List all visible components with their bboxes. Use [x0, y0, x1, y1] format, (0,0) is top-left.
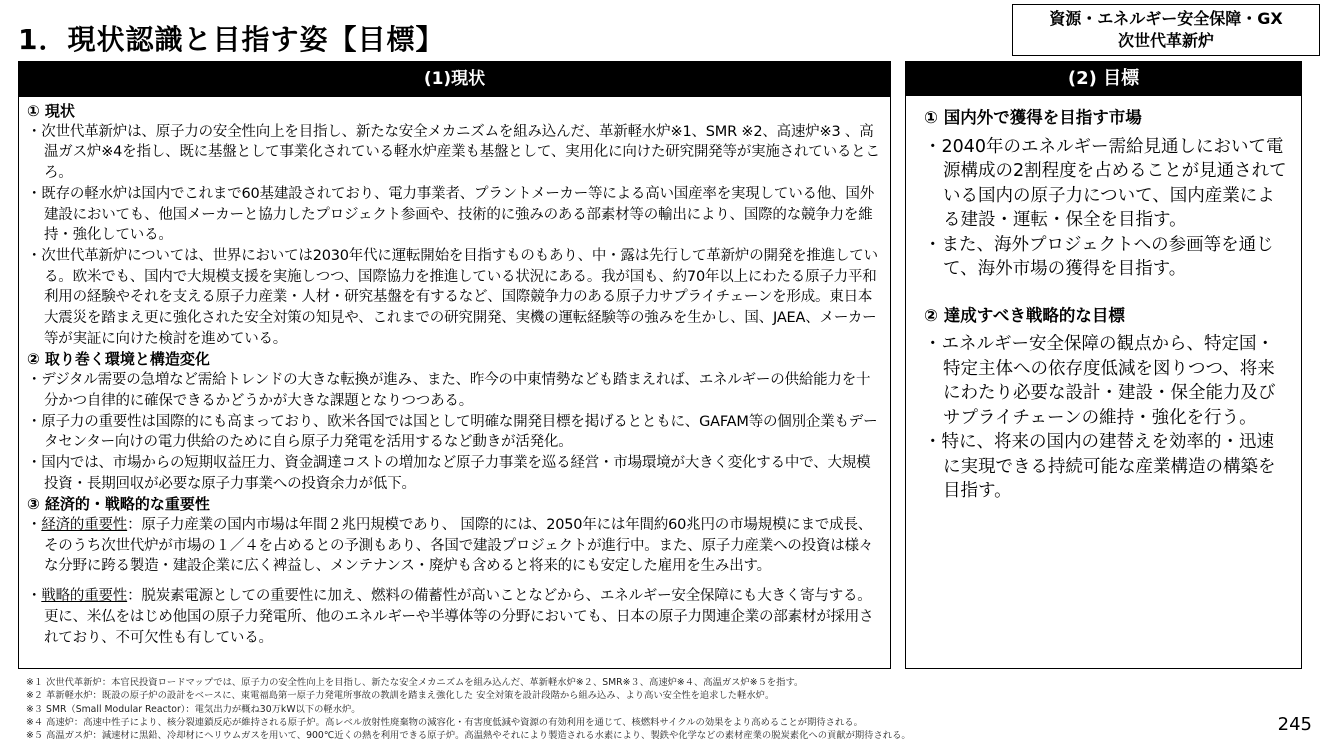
section-title-market: ① 国内外で獲得を目指す市場 — [924, 108, 1142, 127]
section-title-importance: ③ 経済的・戦略的な重要性 — [27, 495, 210, 514]
section-title-current: ① 現状 — [27, 102, 75, 120]
footnote: ※５ 高温ガス炉：減速材に黒鉛、冷却材にヘリウムガスを用いて、900℃近くの熱を利用できる原子炉。高温熱やそれにより製造される水素により、製鉄や化学などの素材産業の脱炭素化への貢献が期待される。 — [26, 730, 911, 742]
strategic-importance-text: ：脱炭素電源としての重要性に加え、燃料の備蓄性が高いことなどから、エネルギー安全保障にも大きく寄与する。更に、米仏をはじめ他国の原子力発電所、他のエネルギーや半導体等の分野においても、日本の原子力関連企業の部素材が採用されており、不可欠性も有している。 — [44, 588, 874, 646]
bullet-item: ・エネルギー安全保障の観点から、特定国・特定主体への依存度低減を図りつつ、将来にわたり必要な設計・建設・保全能力及びサプライチェーンの維持・強化を行う。 — [924, 334, 1276, 428]
goals-body — [906, 96, 1301, 504]
footnote: ※４ 高速炉：高速中性子により、核分裂連鎖反応が維持される原子炉。高レベル放射性廃棄物の減容化・有害度低減や資源の有効利用を通じて、核燃料サイクルの効果をより高めることが期待される。 — [26, 716, 863, 728]
category-tag — [1012, 4, 1320, 56]
bullet-item: ・2040年のエネルギー需給見通しにおいて電源構成の2割程度を占めることが見通されている国内の原子力について、国内産業による建設・運転・保全を目指す。 — [924, 136, 1287, 230]
bullet-item: ・また、海外プロジェクトへの参画等を通じて、海外市場の獲得を目指す。 — [924, 234, 1274, 279]
category-tag-line2: 次世代革新炉 — [1117, 31, 1214, 50]
page-title: 1．現状認識と目指す姿【目標】 — [18, 23, 445, 56]
bullet-item: ・デジタル需要の急増など需給トレンドの大きな転換が進み、また、昨今の中東情勢なども踏まえれば、エネルギーの供給能力を十分かつ自律的に確保できるかどうかが大きな課題となりつつある。 — [27, 372, 871, 409]
footnote: ※２ 革新軽水炉：既設の原子炉の設計をベースに、東電福島第一原子力発電所事故の教訓を踏まえ強化した 安全対策を設計段階から組み込み、より高い安全性を追求した軽水炉。 — [26, 690, 775, 702]
economic-importance-text: ：原子力産業の国内市場は年間２兆円規模であり、 国際的には、2050年には年間約60兆円の市場規模にまで成長、そのうち次世代炉が市場の１／４を占めるとの予測もあり、各国で建設プロジェクトが進行中。また、原子力産業への投資は様々な分野に跨る製造・建設企業に広く裨益し、メンテナンス・廃炉も含めると将来的にも安定した雇用を生み出す。 — [44, 517, 874, 575]
category-tag-line1: 資源・エネルギー安全保障・GX — [1049, 9, 1283, 28]
bullet-item: ・原子力の重要性は国際的にも高まっており、欧米各国では国として明確な開発目標を掲げるとともに、GAFAM等の個別企業もデータセンター向けの電力供給のために自ら原子力発電を活用するなど動きが活発化。 — [27, 413, 878, 451]
current-status-panel — [18, 61, 891, 669]
section-title-strategic-goals: ② 達成すべき戦略的な目標 — [924, 305, 1125, 325]
bullet-item: ・既存の軽水炉は国内でこれまで60基建設されており、電力事業者、プラントメーカー等による高い国産率を実現している他、国外建設においても、他国メーカーと協力したプロジェクト参画や、技術的に強みのある部素材等の輸出により、国際的な競争力を維持・強化している。 — [27, 185, 875, 244]
current-status-header: (1)現状 — [19, 62, 890, 97]
bullet-item: ・次世代革新炉は、原子力の安全性向上を目指し、新たな安全メカニズムを組み込んだ、革新軽水炉※1、SMR ※2、高速炉※3 、高温ガス炉※4を指し、既に基盤として事業化されている軽水炉産業も基盤として、実用化に向けた研究開発等が実施されているところ。 — [27, 123, 880, 182]
footnotes — [26, 676, 1266, 742]
goals-panel — [905, 61, 1302, 669]
section-title-environment: ② 取り巻く環境と構造変化 — [27, 350, 210, 369]
bullet-item: ・国内では、市場からの短期収益圧力、資金調達コストの増加など原子力事業を巡る経営・市場環境が大きく変化する中で、大規模投資・長期回収が必要な原子力事業への投資余力が低下。 — [27, 454, 871, 492]
bullet-item: ・特に、将来の国内の建替えを効率的・迅速に実現できる持続可能な産業構造の構築を目指す。 — [924, 432, 1276, 501]
bullet-item: ・次世代革新炉については、世界においては2030年代に運転開始を目指すものもあり、中・露は先行して革新炉の開発を推進している。欧米でも、国内で大規模支援を実施しつつ、国際協力を推進している状況にある。我が国も、約70年以上にわたる原子力平和利用の経験やそれを支える原子力産業・人材・研究基盤を有するなど、国際競争力のある原子力サプライチェーンを形成。東日本大震災を踏まえ更に強化された安全対策の知見や、これまでの研究開発、実機の運転経験等の強みを生かし、国、JAEA、メーカー等が実証に向けた検討を進めている。 — [27, 247, 878, 347]
current-status-body — [19, 97, 890, 648]
goals-header: (2) 目標 — [906, 62, 1301, 96]
economic-importance-label: 経済的重要性 — [41, 517, 128, 534]
page-number: 245 — [1277, 714, 1312, 735]
footnote: ※１ 次世代革新炉：本官民投資ロードマップでは、原子力の安全性向上を目指し、新たな安全メカニズムを組み込んだ、革新軽水炉※２、SMR※３、高速炉※４、高温ガス炉※５を指す。 — [26, 677, 804, 688]
bullet-item-strategic: ・戦略的重要性：脱炭素電源としての重要性に加え、燃料の備蓄性が高いことなどから、エネルギー安全保障にも大きく寄与する。更に、米仏をはじめ他国の原子力発電所、他のエネルギーや半導体等の分野においても、日本の原子力関連企業の部素材が採用されており、不可欠性も有している。 — [27, 588, 874, 646]
bullet-item-economic: ・経済的重要性：原子力産業の国内市場は年間２兆円規模であり、 国際的には、2050年には年間約60兆円の市場規模にまで成長、そのうち次世代炉が市場の１／４を占めるとの予測もあり、各国で建設プロジェクトが進行中。また、原子力産業への投資は様々な分野に跨る製造・建設企業に広く裨益し、メンテナンス・廃炉も含めると将来的にも安定した雇用を生み出す。 — [27, 517, 874, 575]
strategic-importance-label: 戦略的重要性 — [41, 588, 128, 605]
footnote: ※３ SMR（Small Modular Reactor）：電気出力が概ね30万kW以下の軽水炉。 — [26, 703, 361, 715]
